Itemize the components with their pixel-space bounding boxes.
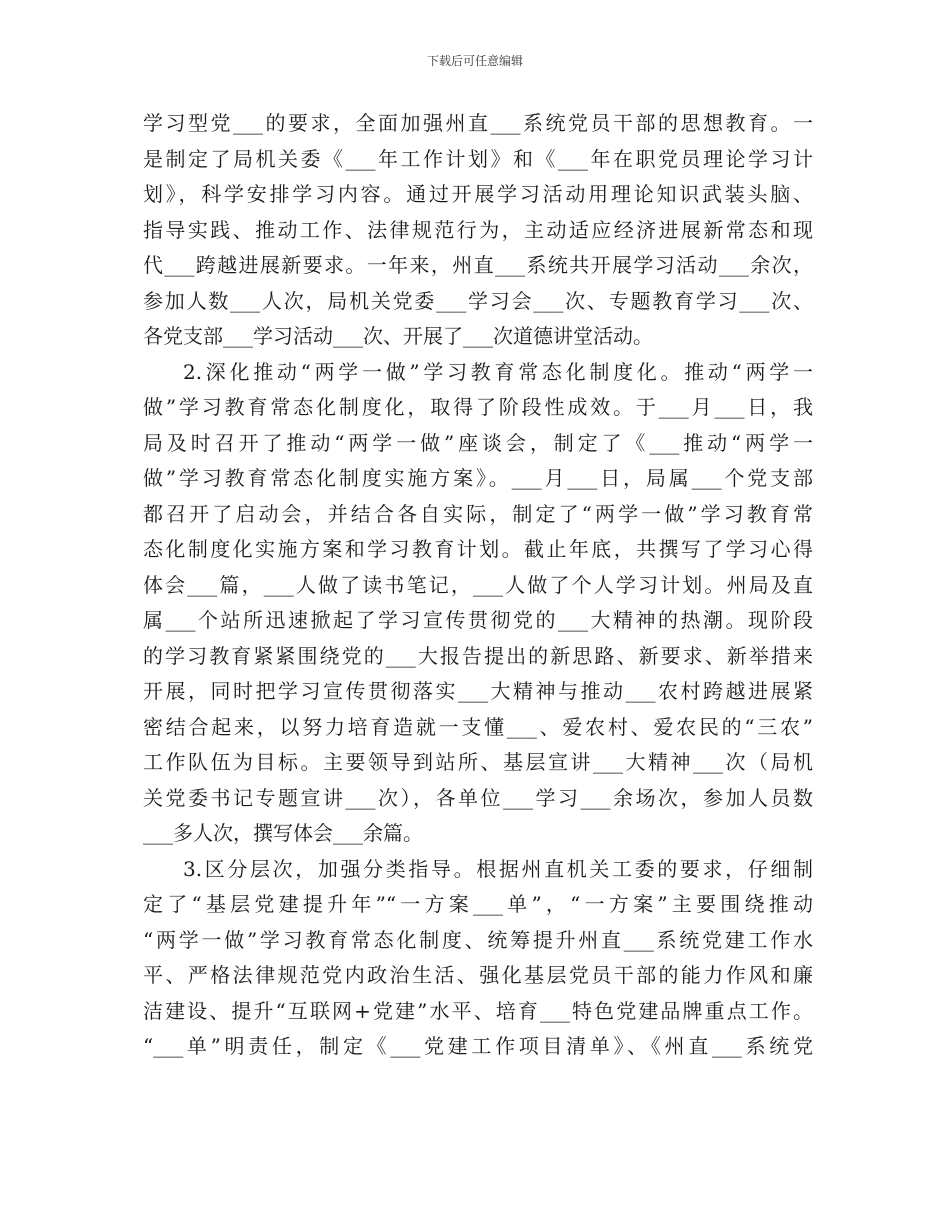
- paragraph-2-line: 都召开了启动会，并结合各自实际，制定了“两学一做”学习教育常: [143, 501, 813, 526]
- paragraph-1-line: 划》，科学安排学习内容。通过开展学习活动用理论知识武装头脑、: [143, 182, 813, 206]
- paragraph-2-line: 局及时召开了推动“两学一做”座谈会，制定了《___推动“两学一: [143, 430, 813, 455]
- paragraph-1-line: 各党支部___学习活动___次、开展了___次道德讲堂活动。: [143, 324, 653, 348]
- paragraph-2-line: 关党委书记专题宣讲___次），各单位___学习___余场次，参加人员数: [143, 785, 813, 810]
- paragraph-2-line: 开展，同时把学习宣传贯彻落实___大精神与推动___农村跨越进展紧: [143, 679, 813, 703]
- paragraph-3-line: 定了“基层党建提升年”“一方案___单”，“一方案”主要围绕推动: [143, 892, 813, 916]
- paragraph-3-line: 洁建设、提升“互联网+党建”水平、培育___特色党建品牌重点工作。: [143, 998, 813, 1023]
- paragraph-1-line: 参加人数___人次，局机关党委___学习会___次、专题教育学习___次、: [143, 288, 813, 313]
- paragraph-2-line: ___多人次，撰写体会___余篇。: [143, 821, 423, 845]
- paragraph-3-line: 平、严格法律规范党内政治生活、强化基层党员干部的能力作风和廉: [143, 963, 813, 987]
- paragraph-1-line: 学习型党___的要求，全面加强州直___系统党员干部的思想教育。一: [143, 111, 813, 135]
- paragraph-2-line: 密结合起来，以努力培育造就一支懂___、爱农村、爱农民的“三农”: [143, 714, 813, 739]
- paragraph-2-line: 做”学习教育常态化制度化，取得了阶段性成效。于___月___日，我: [143, 395, 813, 419]
- paragraph-2-line: 态化制度化实施方案和学习教育计划。截止年底，共撰写了学习心得: [143, 537, 813, 561]
- paragraph-2-line: 2.深化推动“两学一做”学习教育常态化制度化。推动“两学一: [183, 359, 813, 384]
- paragraph-3-line: 3.区分层次，加强分类指导。根据州直机关工委的要求，仔细制: [183, 856, 813, 881]
- paragraph-1-line: 是制定了局机关委《___年工作计划》和《___年在职党员理论学习计: [143, 146, 813, 171]
- page-header: 下载后可任意编辑: [426, 54, 523, 68]
- paragraph-2-line: 的学习教育紧紧围绕党的___大报告提出的新思路、新要求、新举措来: [143, 643, 813, 668]
- paragraph-3-line: “___单”明责任，制定《___党建工作项目清单》、《州直___系统党: [143, 1034, 813, 1058]
- paragraph-2-line: 做”学习教育常态化制度实施方案》。___月___日，局属___个党支部: [143, 466, 813, 490]
- paragraph-1-line: 代___跨越进展新要求。一年来，州直___系统共开展学习活动___余次，: [143, 253, 813, 277]
- paragraph-2-line: 工作队伍为目标。主要领导到站所、基层宣讲___大精神___次（局机: [143, 750, 813, 774]
- paragraph-2-line: 属___个站所迅速掀起了学习宣传贯彻党的___大精神的热潮。现阶段: [143, 608, 813, 632]
- paragraph-2-line: 体会___篇，___人做了读书笔记，___人做了个人学习计划。州局及直: [143, 572, 813, 597]
- paragraph-1-line: 指导实践、推动工作、法律规范行为，主动适应经济进展新常态和现: [143, 217, 813, 242]
- document-body: [143, 106, 813, 1065]
- paragraph-3-line: “两学一做”学习教育常态化制度、统筹提升州直___系统党建工作水: [143, 927, 813, 952]
